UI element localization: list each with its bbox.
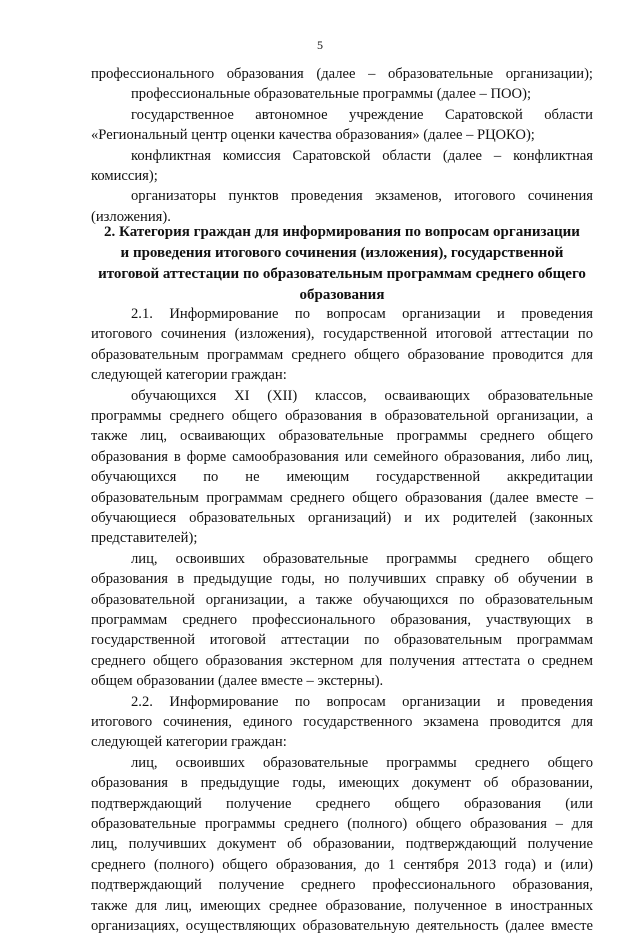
body-line: подтверждающий получение среднего профессионального образования,	[91, 877, 593, 894]
body-line: программам среднего профессионального образования, участвующих в	[91, 612, 593, 628]
section-heading-line: итоговой аттестации по образовательным программам среднего общего	[98, 266, 586, 282]
page-number: 5	[317, 38, 323, 52]
body-line: среднего общего образования экстерном для получения аттестата о среднем	[91, 652, 593, 669]
intro-line: конфликтная комиссия Саратовской области (далее – конфликтная	[131, 147, 593, 164]
section-heading-line: 2. Категория граждан для информирования по вопросам организации	[104, 224, 580, 240]
intro-line: профессиональные образовательные программы (далее – ПОО);	[131, 86, 532, 103]
body-line: лиц, освоивших образовательные программы среднего общего	[131, 754, 593, 771]
body-line: образовательным программам среднего общего образование проводится для	[91, 346, 593, 363]
body-line: образовательные программы среднего (полного) общего образования – для	[91, 816, 593, 832]
body-line: обучающиеся образовательных организаций) и их родителей (законных	[91, 510, 593, 526]
body-line: организациях, осуществляющих образовательную деятельность (далее вместе	[91, 918, 593, 934]
body-line: следующей категории граждан:	[91, 734, 287, 751]
intro-line: (изложения).	[91, 208, 171, 225]
intro-line: профессионального образования (далее – образовательные организации);	[91, 66, 593, 82]
body-line: представителей);	[91, 530, 198, 547]
body-line: образования в форме самообразования или семейного образования, либо лиц,	[91, 448, 593, 465]
body-line: обучающихся по не имеющим государственной аккредитации	[91, 469, 593, 486]
body-line: программы среднего общего образования в образовательной организации, а	[91, 408, 593, 424]
intro-line: комиссия);	[91, 168, 158, 184]
body-line: образования в предыдущие годы, имеющих документ об образовании,	[91, 775, 593, 792]
body-line: итогового сочинения (изложения), государственной итоговой аттестации по	[91, 326, 593, 343]
body-line: государственной итоговой аттестации по образовательным программам	[91, 632, 593, 649]
body-line: среднего (полного) общего образования, до 1 сентября 2013 года) и (или)	[91, 856, 593, 873]
body-line: образования в предыдущие годы, но получивших справку об обучении в	[91, 571, 593, 588]
body-line: обучающихся XI (XII) классов, осваивающих образовательные	[131, 387, 593, 404]
section-heading-line: образования	[299, 287, 385, 303]
body-line: 2.2. Информирование по вопросам организации и проведения	[131, 693, 593, 710]
intro-line: организаторы пунктов проведения экзаменов, итогового сочинения	[131, 188, 593, 205]
body-line: лиц, получивших документ об образовании, подтверждающий получение	[91, 836, 593, 853]
body-line: подтверждающий получение среднего общего образования (или	[91, 795, 593, 812]
section-heading	[91, 222, 593, 306]
body-line: лиц, освоивших образовательные программы среднего общего	[131, 550, 593, 567]
body-line: итогового сочинения, единого государственного экзамена проводится для	[91, 714, 593, 730]
intro-line: государственное автономное учреждение Саратовской области	[131, 106, 593, 123]
intro-line: «Региональный центр оценки качества образования» (далее – РЦОКО);	[91, 127, 535, 144]
section-heading-line: и проведения итогового сочинения (изложения), государственной	[120, 245, 564, 261]
body-line: образовательным программам среднего общего образования (далее вместе –	[91, 489, 593, 506]
body-line: также для лиц, имеющих среднее образование, полученное в иностранных	[91, 897, 593, 914]
body-line: 2.1. Информирование по вопросам организации и проведения	[131, 306, 593, 322]
body-line: образовательной организации, а также обучающихся по образовательным	[91, 591, 593, 608]
body-line: общем образовании (далее вместе – экстерны).	[91, 673, 384, 690]
body-line: также лиц, осваивающих образовательные программы среднего общего	[91, 428, 593, 445]
body-line: следующей категории граждан:	[91, 367, 287, 384]
